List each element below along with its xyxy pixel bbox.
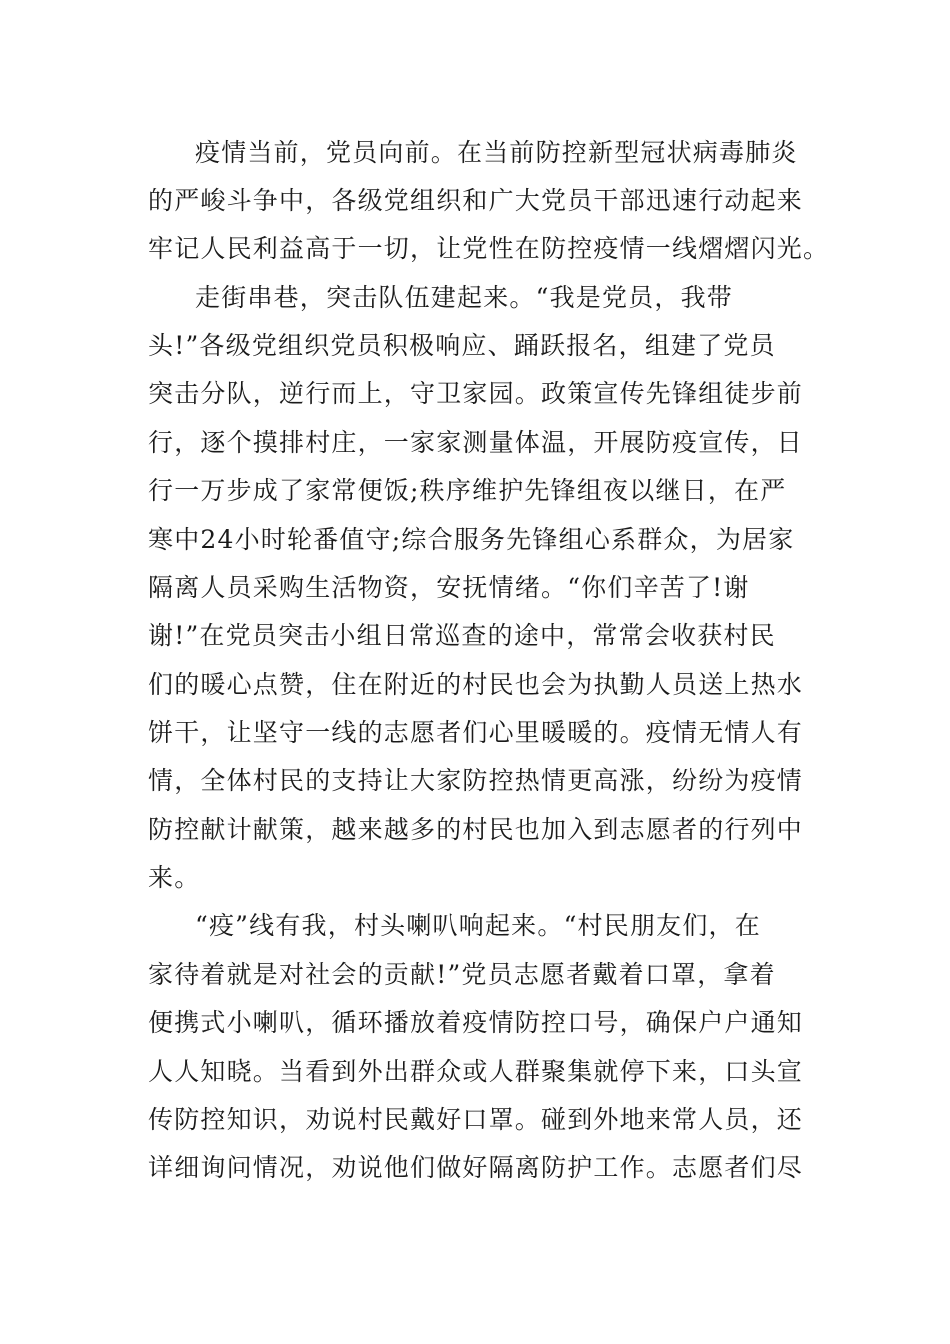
text-line: 疫情当前，党员向前。在当前防控新型冠状病毒肺炎 <box>195 138 798 167</box>
text-line: 走街串巷，突击队伍建起来。“我是党员，我带 <box>195 283 733 312</box>
text-line: 突击分队，逆行而上，守卫家园。政策宣传先锋组徒步前 <box>148 379 804 408</box>
text-line: 情，全体村民的支持让大家防控热情更高涨，纷纷为疫情 <box>148 766 804 795</box>
text-line: 行，逐个摸排村庄，一家家测量体温，开展防疫宣传，日 <box>148 428 804 457</box>
text-line: “疫”线有我，村头喇叭响起来。“村民朋友们，在 <box>195 911 761 940</box>
text-line: 传防控知识，劝说村民戴好口罩。碰到外地来常人员，还 <box>148 1105 804 1134</box>
text-line: 饼干，让坚守一线的志愿者们心里暖暖的。疫情无情人有 <box>148 718 804 747</box>
text-line: 行一万步成了家常便饭;秩序维护先锋组夜以继日，在严 <box>148 476 787 505</box>
text-line: 人人知晓。当看到外出群众或人群聚集就停下来，口头宣 <box>148 1057 804 1086</box>
text-line: 的严峻斗争中，各级党组织和广大党员干部迅速行动起来 <box>148 186 804 215</box>
text-line: 牢记人民利益高于一切，让党性在防控疫情一线熠熠闪光。 <box>148 234 830 263</box>
text-line: 谢!”在党员突击小组日常巡查的途中，常常会收获村民 <box>148 621 776 650</box>
text-line: 们的暖心点赞，住在附近的村民也会为执勤人员送上热水 <box>148 670 804 699</box>
text-line: 寒中24小时轮番值守;综合服务先锋组心系群众，为居家 <box>148 525 795 554</box>
text-line: 来。 <box>148 863 201 892</box>
text-line: 头!”各级党组织党员积极响应、踊跃报名，组建了党员 <box>148 331 776 360</box>
text-line: 详细询问情况，劝说他们做好隔离防护工作。志愿者们尽 <box>148 1153 804 1182</box>
text-line: 隔离人员采购生活物资，安抚情绪。“你们辛苦了!谢 <box>148 573 750 602</box>
text-line: 家待着就是对社会的贡献!”党员志愿者戴着口罩，拿着 <box>148 960 776 989</box>
text-line: 便携式小喇叭，循环播放着疫情防控口号，确保户户通知 <box>148 1008 804 1037</box>
text-line: 防控献计献策，越来越多的村民也加入到志愿者的行列中 <box>148 815 804 844</box>
